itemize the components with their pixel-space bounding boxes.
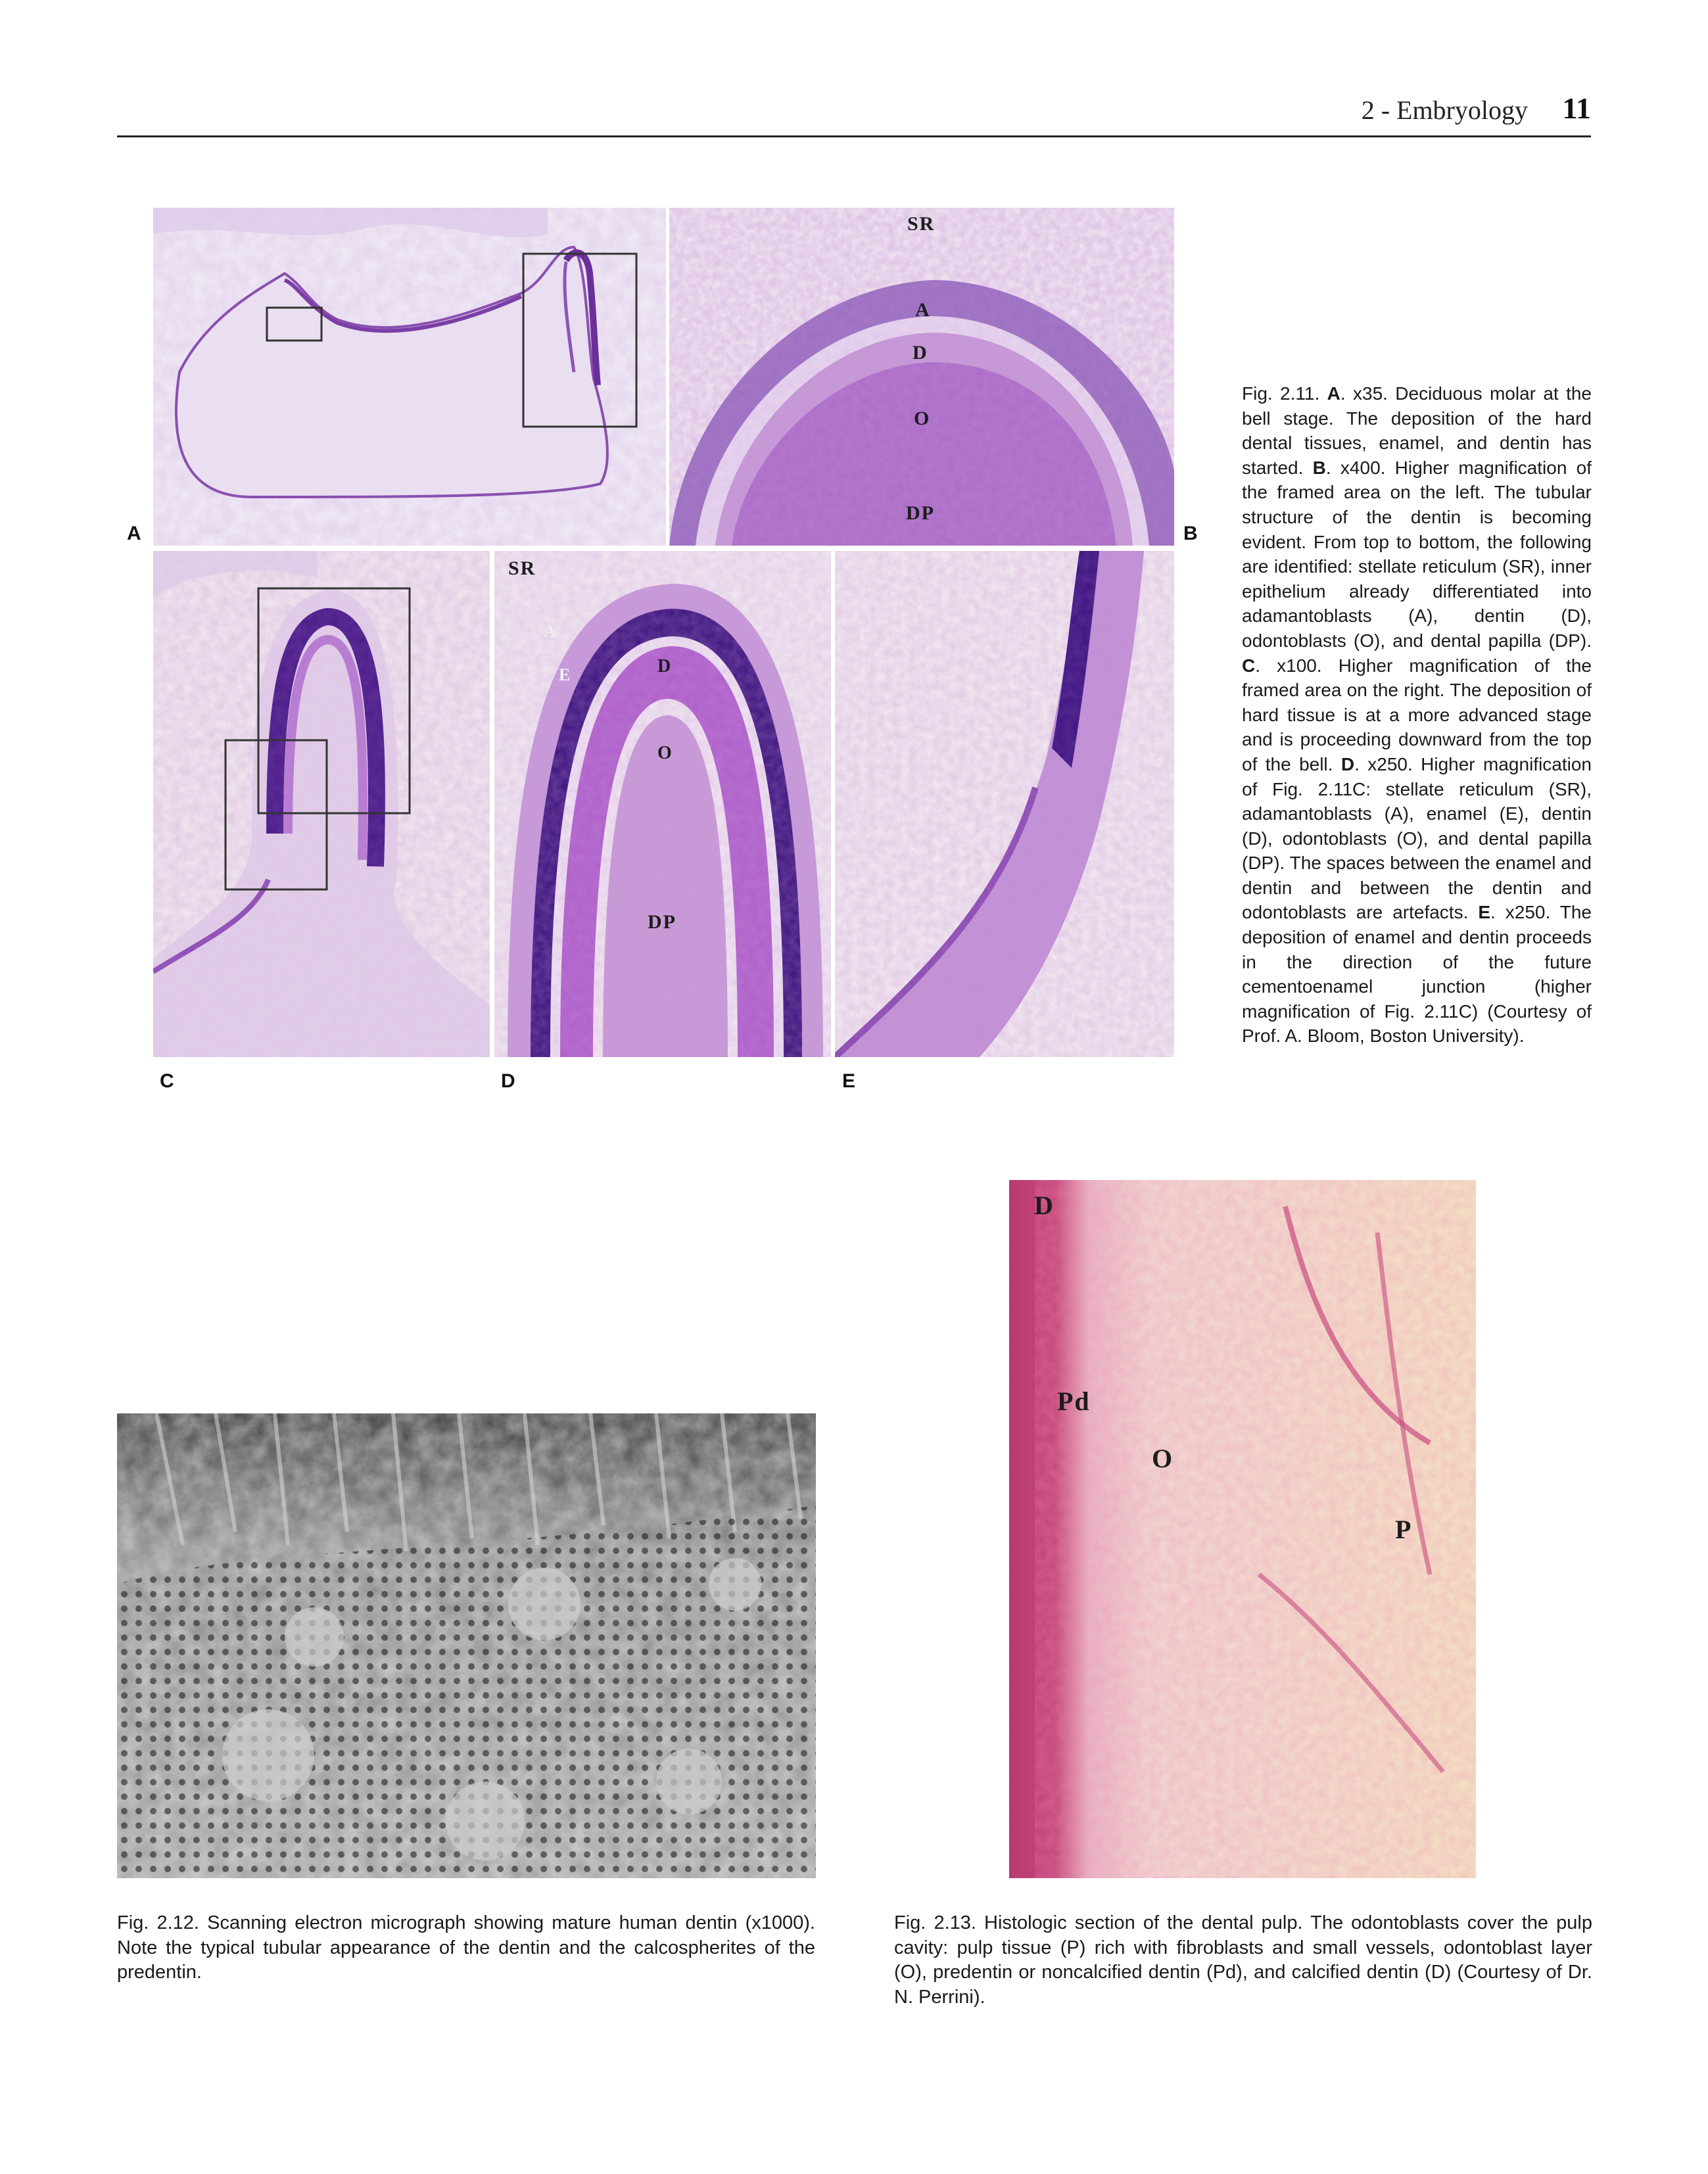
figure-2-12-caption: Fig. 2.12. Scanning electron micrograph showing mature human dentin (x1000). Note the typical tubular appearance of the dentin and the calcospherites of the predentin. xyxy=(117,1912,815,1983)
figure-2-11-caption-intro: Fig. 2.11. xyxy=(1242,383,1320,404)
figure-2-11-panel-c-label: C xyxy=(160,1070,174,1092)
chapter-title: 2 - Embryology xyxy=(1361,95,1528,125)
figure-2-11c-micrograph xyxy=(153,551,490,1057)
figure-2-11-caption-d-ref: D xyxy=(1340,753,1355,774)
figure-2-11-panel-a-label: A xyxy=(127,523,141,544)
figure-2-11e-micrograph xyxy=(835,551,1174,1057)
figure-2-11b-label-d: D xyxy=(913,342,928,364)
figure-2-11-caption-e-text: . x250. The deposition of enamel and dentin proceeds in the direction of the future cementoenamel junction (higher magnification of Fig. 2.11C) (Courtesy of Prof. A. Bloom, Boston University). xyxy=(1242,902,1592,1047)
figure-2-11-caption-a-ref: A xyxy=(1327,383,1340,404)
figure-2-11a-micrograph xyxy=(153,208,666,546)
figure-2-13-label-o: O xyxy=(1152,1444,1174,1473)
figure-2-11-caption-d-text: . x250. Higher magnification of Fig. 2.11C: stellate reticulum (SR), adamantoblasts (A), enamel (E), dentin (D), odontoblasts (O), and dental papilla (DP). The spaces between the enamel and dentin and between the dentin and odontoblasts are artefacts. xyxy=(1242,753,1592,923)
figure-2-11d-label-sr: SR xyxy=(508,557,536,579)
figure-2-11-panel-b-label: B xyxy=(1183,523,1198,544)
figure-2-11d-label-d: D xyxy=(657,656,673,676)
figure-2-13-label-d: D xyxy=(1034,1191,1055,1220)
page-number: 11 xyxy=(1562,91,1591,125)
figure-2-13-label-p: P xyxy=(1395,1515,1413,1544)
figure-2-11b-label-a: A xyxy=(915,299,931,321)
figure-2-11b-label-sr: SR xyxy=(907,213,936,235)
figure-2-11-panel-d-label: D xyxy=(501,1070,515,1092)
figure-2-13-label-pd: Pd xyxy=(1057,1386,1091,1416)
figure-2-11-caption xyxy=(1242,381,1592,1049)
figure-2-11d-label-e: E xyxy=(559,665,572,684)
figure-2-11d-label-dp: DP xyxy=(648,911,676,933)
figure-2-11-caption-b-ref: B xyxy=(1312,457,1326,478)
figure-2-11-caption-a-text: . x35. Deciduous molar at the bell stage. The deposition of the hard dental tissues, enamel, and dentin has started. xyxy=(1242,383,1592,478)
figure-2-11-caption-e-ref: E xyxy=(1478,902,1491,923)
figure-2-11b-micrograph xyxy=(669,208,1174,546)
figure-2-11-caption-c-ref: C xyxy=(1242,655,1256,676)
figure-2-11-caption-b-text: . x400. Higher magnification of the framed area on the left. The tubular structure of the dentin is becoming evident. From top to bottom, the following are identified: stellate reticulum (SR), inner epithelium already differentiated into adamantoblasts (A), dentin (D), odontoblasts (O), and dental papilla (DP). xyxy=(1242,457,1592,651)
figure-2-11d-label-o: O xyxy=(657,743,673,763)
figure-2-11b-label-o: O xyxy=(914,408,931,429)
figure-2-13-caption: Fig. 2.13. Histologic section of the dental pulp. The odontoblasts cover the pulp cavity: pulp tissue (P) rich with fibroblasts and small vessels, odontoblast layer (O), predentin or noncalcified dentin (Pd), and calcified dentin (D) (Courtesy of Dr. N. Perrini). xyxy=(894,1912,1592,2008)
running-header xyxy=(117,92,1591,137)
figure-2-11-caption-c-text: . x100. Higher magnification of the framed area on the right. The deposition of hard tissue is at a more advanced stage and is proceeding downward from the top of the bell. xyxy=(1242,655,1592,774)
figure-2-12-micrograph xyxy=(117,1413,816,1878)
figure-2-11-panel-e-label: E xyxy=(842,1070,856,1092)
figure-2-11b-label-dp: DP xyxy=(906,502,935,524)
figure-2-11d-label-a: A xyxy=(544,622,557,641)
